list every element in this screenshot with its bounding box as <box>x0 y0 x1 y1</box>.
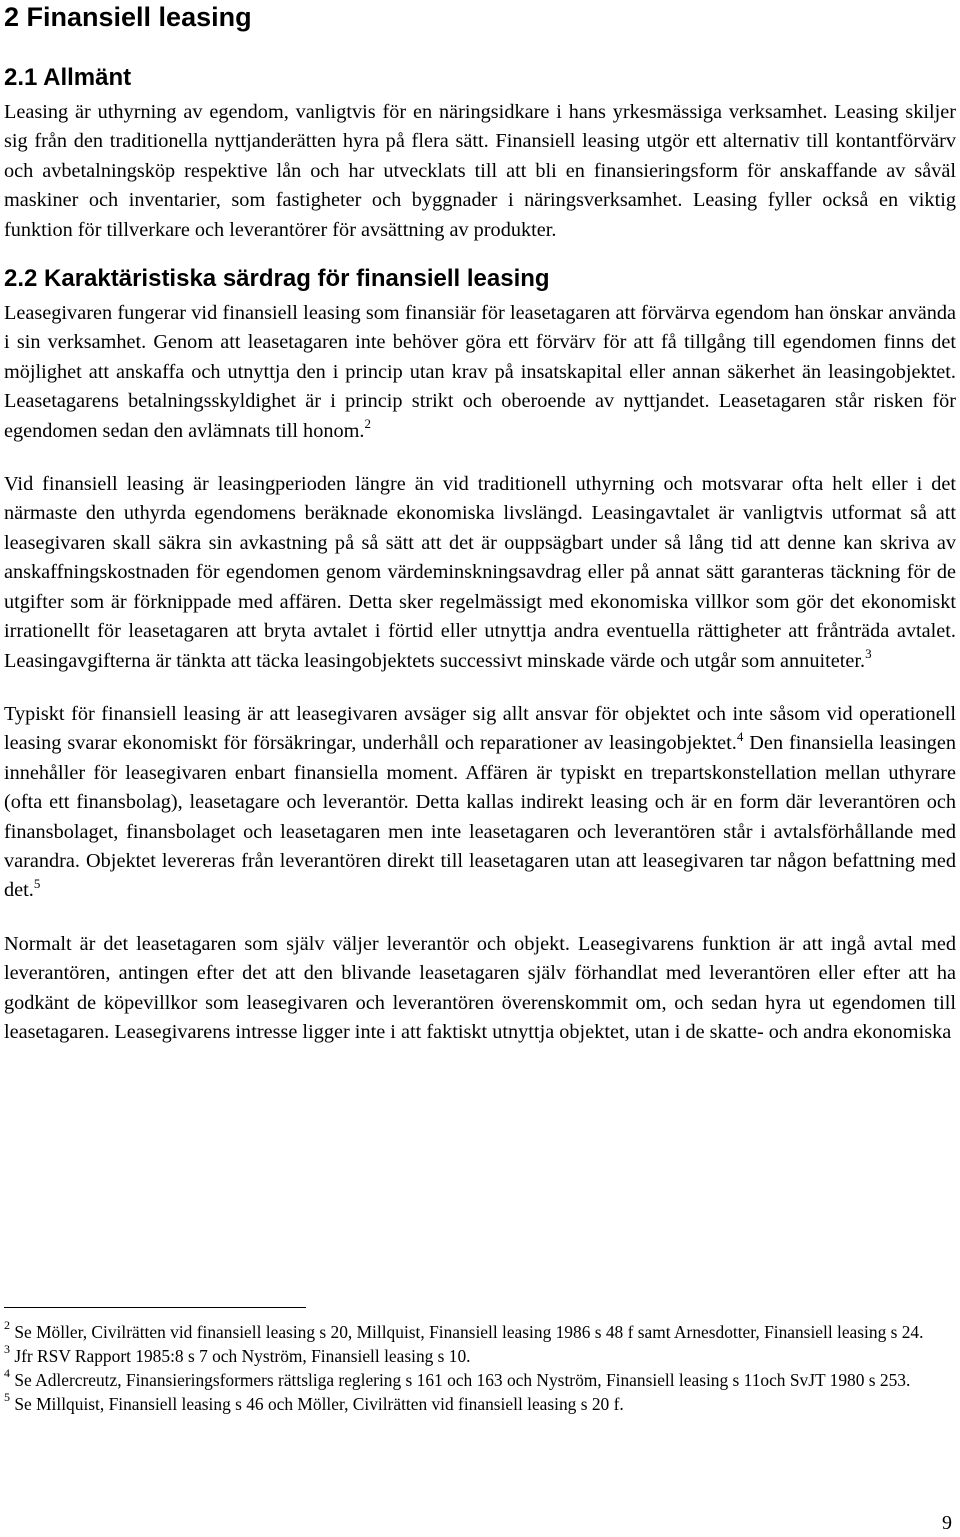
footnote-ref-3[interactable]: 3 <box>865 645 872 661</box>
footnote-ref-4[interactable]: 4 <box>736 728 744 744</box>
footnotes <box>4 1320 956 1416</box>
footnote-2: $^2$ Se Möller, Civilrätten vid finansiell leasing s 20, Millquist, Finansiell leasing 1986 s 48 f samt Arnesdotter, Finansiell leasing s 24. <box>4 1318 924 1342</box>
paragraph-sardrag-4: Normalt är det leasetagaren som själv väljer leverantör och objekt. Leasegivarens funktion är att ingå avtal med leverantören, antingen efter det att den blivande leasetagaren själv förhandlat med leverantören eller efter att ha godkänt de köpevillkor som leasegivaren och leverantören överenskommit om, och sedan hyra ut egendomen till leasetagaren. Leasegivarens intresse ligger inte i att faktiskt utnyttja objektet, utan i de skatte- och andra ekonomiska <box>4 932 956 1043</box>
footnote-ref-5[interactable]: 5 <box>33 875 41 891</box>
footnote-separator <box>4 1307 306 1308</box>
paragraph-allmant: Leasing är uthyrning av egendom, vanligtvis för en näringsidkare i hans yrkesmässiga verksamhet. Leasing skiljer sig från den traditionella nyttjanderätten hyra på flera sätt. Finansiell leasing utgör ett alternativ till kontantförvärv och avbetalningsköp respektive lån och har utvecklats till att bli en finansieringsform för anskaffande av såväl maskiner och inventarier, som fastigheter och byggnader i näringsverksamhet. Leasing fyller också en viktig funktion för tillverkare och leverantörer för avsättning av produkter. <box>4 101 956 241</box>
footnote-number: 5 <box>4 1390 10 1405</box>
paragraph-sardrag-3: Typiskt för finansiell leasing är att leasegivaren avsäger sig allt ansvar för objektet och inte såsom vid operationell leasing svarar ekonomiskt för försäkringar, underhåll och reparationer av leasingobjektet.$^4$ Den finansiella leasingen innehåller för leasegivaren enbart finansiella moment. Affären är typiskt en trepartskonstellation mellan uthyrare (ofta ett finansbolag), leasetagare och leverantör. Detta kallas indirekt leasing och är en form där leverantören och finansbolaget, finansbolaget och leasetagaren men inte leasetagaren och leverantören står i avtalsförhållande med varandra. Objektet levereras från leverantören direkt till leasetagaren utan att leasegivaren tar någon befattning med det.$^5$ <box>4 702 957 902</box>
footnote-number: 3 <box>4 1342 10 1357</box>
chapter-heading: 2 Finansiell leasing <box>4 2 252 32</box>
section-heading-2-1: 2.1 Allmänt <box>4 64 132 91</box>
section-heading-2-2: 2.2 Karaktäristiska särdrag för finansiell leasing <box>4 265 550 293</box>
page-number: 9 <box>942 1512 952 1534</box>
footnote-5: $^5$ Se Millquist, Finansiell leasing s 46 och Möller, Civilrätten vid finansiell leasing s 20 f. <box>4 1390 624 1414</box>
paragraph-sardrag-2: Vid finansiell leasing är leasingperioden längre än vid traditionell uthyrning och motsvarar ofta helt eller i det närmaste den uthyrda egendomens beräknade ekonomiska livslängd. Leasingavtalet är vanligtvis utformat så att leasegivaren skall säkra sin avkastning på så sätt att det är ouppsägbart under så lång tid att denne kan skriva av anskaffningskostnaden för egendomen genom värdeminskningsavdrag eller på annat sätt garanteras täckning för de utgifter som är förknippade med affären. Detta sker regelmässigt med ekonomiska villkor som gör det ekonomiskt irrationellt för leasetagaren att bryta avtalet i förtid eller utnyttja andra eventuella rättigheter att frånträda avtalet. Leasingavgifterna är tänkta att täcka leasingobjektets successivt minskade värde och utgår som annuiteter.$^3$ <box>4 473 956 672</box>
footnote-number: 2 <box>4 1318 10 1333</box>
paragraph-sardrag-1: Leasegivaren fungerar vid finansiell leasing som finansiär för leasetagaren att förvärva egendom han önskar använda i sin verksamhet. Genom att leasetagaren inte behöver göra ett förvärv för att få tillgång till egendomen finns det möjlighet att anskaffa och utnyttja den i princip utan krav på insatskapital eller annan säkerhet än leasingobjektet. Leasetagarens betalningsskyldighet är i princip strikt och oberoende av nyttjandet. Leasetagaren står risken för egendomen sedan den avlämnats till honom.$^2$ <box>4 302 956 442</box>
footnote-number: 4 <box>4 1366 10 1381</box>
footnote-3: $^3$ Jfr RSV Rapport 1985:8 s 7 och Nyström, Finansiell leasing s 10. <box>4 1342 471 1366</box>
document-page <box>4 0 956 1047</box>
footnote-ref-2[interactable]: 2 <box>364 415 371 431</box>
footnote-4: $^4$ Se Adlercreutz, Finansieringsformers rättsliga reglering s 161 och 163 och Nyström, Finansiell leasing s 11och SvJT 1980 s 253. <box>4 1366 911 1390</box>
